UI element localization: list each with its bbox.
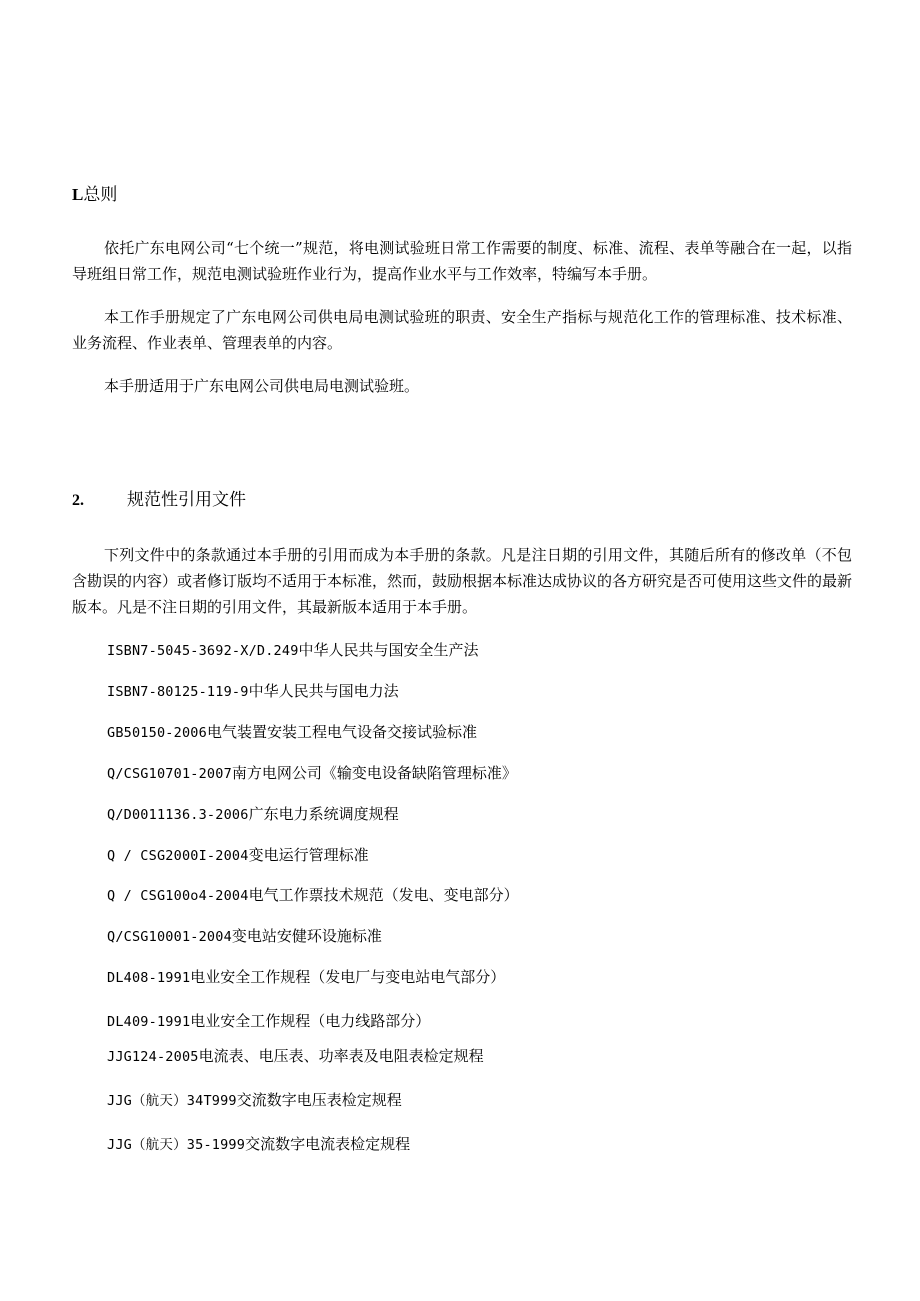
reference-item [107, 804, 399, 825]
section-1-paragraph: 本手册适用于广东电网公司供电局电测试验班。 [104, 377, 420, 395]
section-1-title: 总则 [83, 185, 118, 205]
reference-code: DL409-1991 [107, 1014, 191, 1030]
reference-item [107, 845, 369, 866]
reference-item [107, 967, 505, 988]
reference-name: 中华人民共与国安全生产法 [298, 641, 479, 659]
section-1-paragraph: 依托广东电网公司“七个统一”规范，将电测试验班日常工作需要的制度、标准、流程、表单等融合在一起，以指导班组日常工作，规范电测试验班作业行为，提高作业水平与工作效率，特编写本手册。 [72, 239, 852, 283]
reference-name: 电业安全工作规程（发电厂与变电站电气部分） [190, 968, 506, 986]
section-1-number: L [72, 185, 84, 204]
section-2-title: 规范性引用文件 [127, 490, 246, 510]
reference-code: ISBN7-80125-119-9 [107, 684, 249, 700]
reference-item [107, 681, 399, 702]
section-2-number: 2. [72, 492, 84, 509]
reference-name: 电业安全工作规程（电力线路部分） [190, 1012, 431, 1030]
reference-name: 广东电力系统调度规程 [248, 805, 399, 823]
reference-item [107, 763, 517, 784]
reference-name: 变电运行管理标准 [248, 846, 369, 864]
reference-code: DL408-1991 [107, 970, 191, 986]
reference-code: GB50150-2006 [107, 725, 207, 741]
reference-code: Q/CSG10701-2007 [107, 766, 232, 782]
section-2-intro: 下列文件中的条款通过本手册的引用而成为本手册的条款。凡是注日期的引用文件，其随后所有的修改单（不包含勘误的内容）或者修订版均不适用于本标准，然而，鼓励根据本标准达成协议的各方研究是否可使用这些文件的最新版本。凡是不注日期的引用文件，其最新版本适用于本手册。 [72, 546, 853, 616]
reference-item [107, 1046, 484, 1067]
reference-code: JJG（航天）34T999 [107, 1093, 237, 1109]
section-1-heading [72, 184, 117, 206]
reference-item [107, 1090, 402, 1111]
reference-item [107, 640, 479, 661]
reference-code: Q/CSG10001-2004 [107, 929, 232, 945]
reference-item [107, 1011, 430, 1032]
reference-name: 交流数字电压表检定规程 [236, 1091, 402, 1109]
reference-item [107, 722, 477, 743]
reference-name: 交流数字电流表检定规程 [245, 1135, 411, 1153]
reference-name: 南方电网公司《输变电设备缺陷管理标准》 [231, 764, 517, 782]
reference-code: Q/D0011136.3-2006 [107, 807, 249, 823]
reference-name: 电气工作票技术规范（发电、变电部分） [248, 886, 519, 904]
reference-name: 电流表、电压表、功率表及电阻表检定规程 [198, 1047, 484, 1065]
reference-code: JJG124-2005 [107, 1049, 199, 1065]
reference-code: ISBN7-5045-3692-X/D.249 [107, 643, 299, 659]
reference-code: Q / CSG2000I-2004 [107, 848, 249, 864]
reference-name: 变电站安健环设施标准 [231, 927, 382, 945]
reference-code: JJG（航天）35-1999 [107, 1137, 246, 1153]
reference-item [107, 885, 519, 906]
reference-name: 电气装置安装工程电气设备交接试验标准 [206, 723, 477, 741]
reference-item [107, 1134, 410, 1155]
reference-code: Q / CSG100o4-2004 [107, 888, 249, 904]
section-1-paragraph: 本工作手册规定了广东电网公司供电局电测试验班的职责、安全生产指标与规范化工作的管理标准、技术标准、业务流程、作业表单、管理表单的内容。 [72, 308, 852, 352]
reference-name: 中华人民共与国电力法 [248, 682, 399, 700]
reference-item [107, 926, 382, 947]
